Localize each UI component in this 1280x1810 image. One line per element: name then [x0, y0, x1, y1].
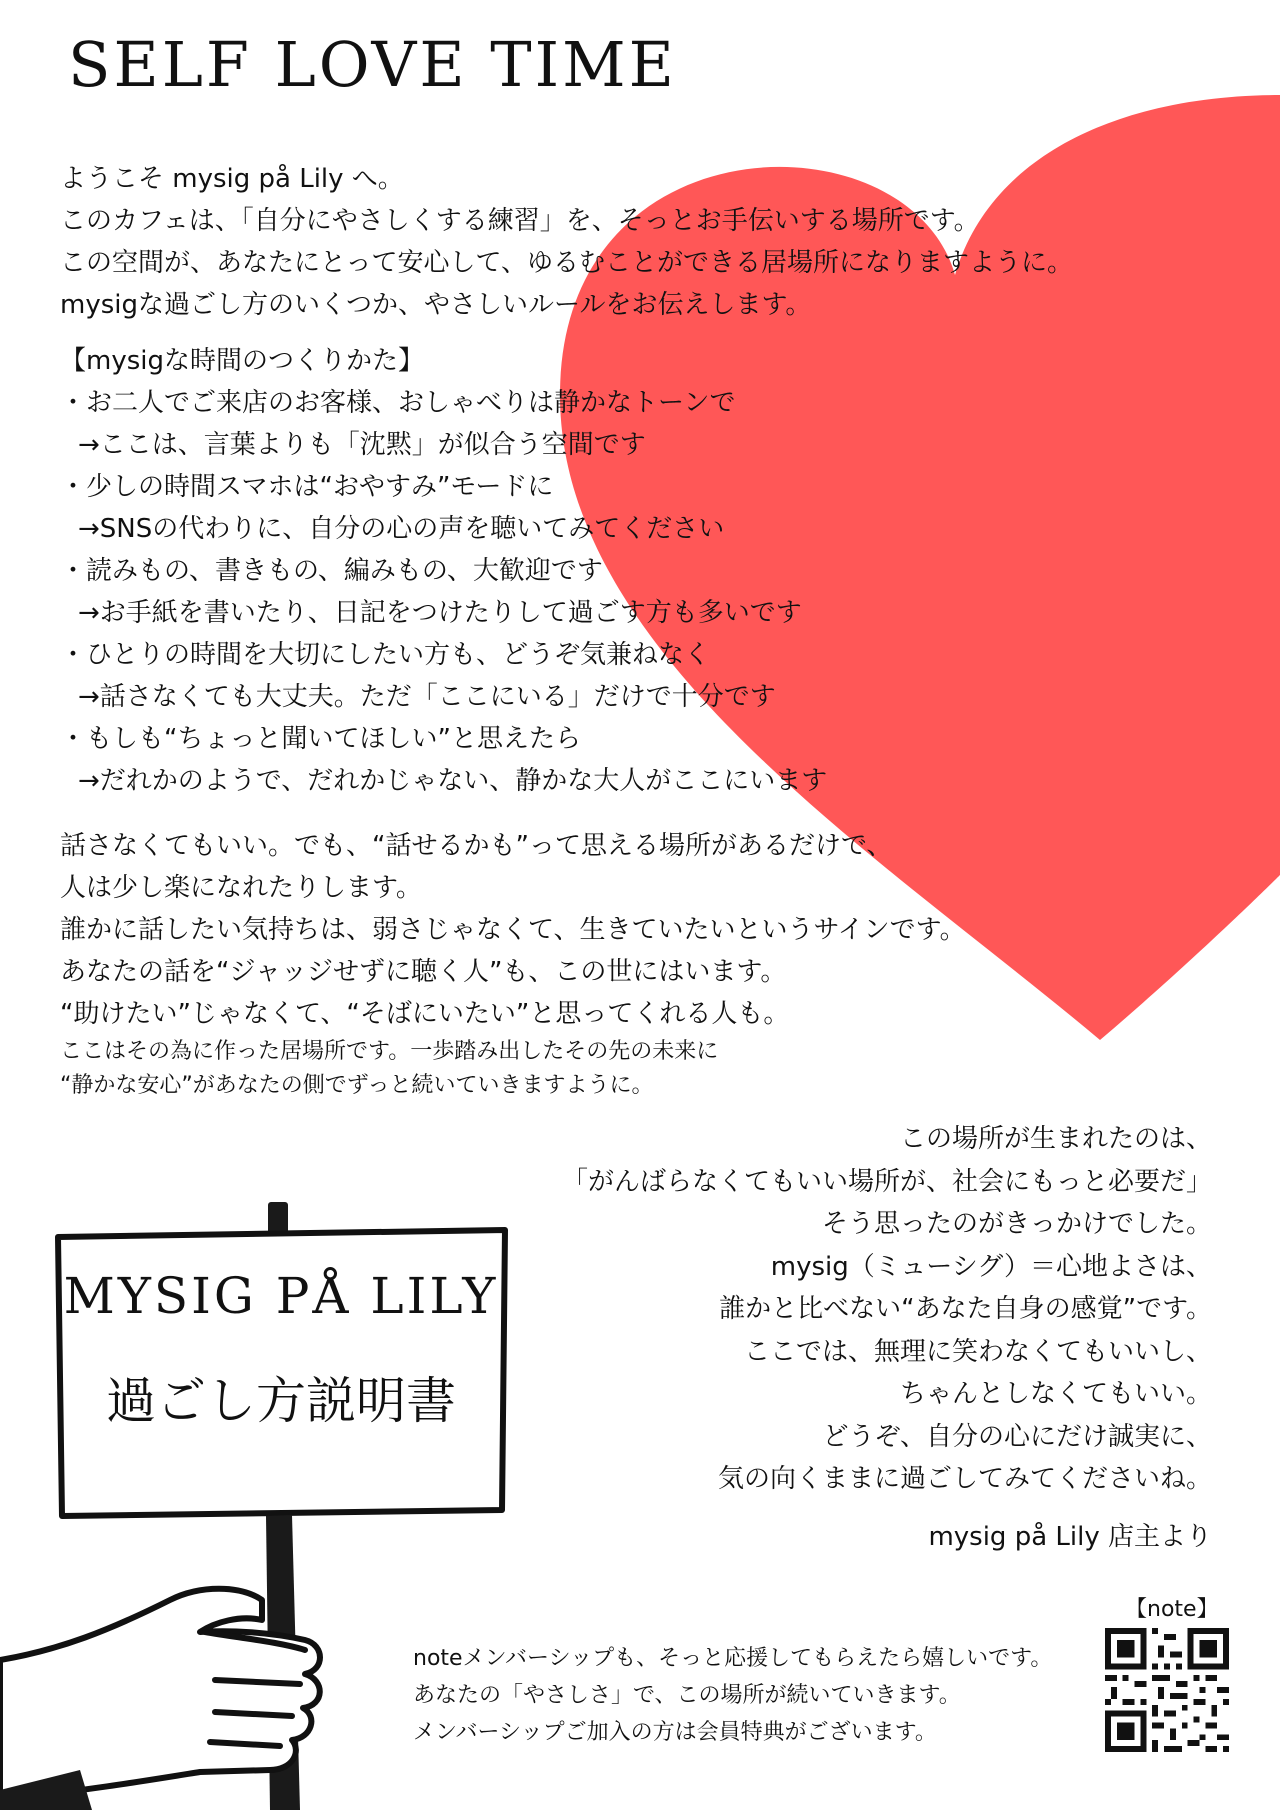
origin-line: ちゃんとしなくてもいい。	[899, 1379, 1212, 1409]
note-section	[413, 1640, 1052, 1751]
rule-item: ・ひとりの時間を大切にしたい方も、どうぞ気兼ねなく	[60, 640, 711, 670]
rule-item: ・少しの時間スマホは“おやすみ”モードに	[60, 472, 554, 502]
origin-line: そう思ったのがきっかけでした。	[821, 1209, 1212, 1239]
sign-subtitle: 過ごし方説明書	[106, 1372, 456, 1430]
origin-line: 「がんばらなくてもいい場所が、社会にもっと必要だ」	[561, 1166, 1212, 1197]
intro-line: ようこそ mysig på Lily へ。	[60, 164, 404, 194]
message-line: 話さなくてもいい。でも、“話せるかも”って思える場所があるだけで、	[60, 831, 893, 861]
origin-line: どうぞ、自分の心にだけ誠実に、	[822, 1421, 1212, 1452]
rule-item: ・読みもの、書きもの、編みもの、大歓迎です	[60, 556, 603, 586]
rules-heading: 【mysigな時間のつくりかた】	[60, 346, 424, 376]
origin-line: mysig（ミューシグ）＝心地よさは、	[770, 1251, 1212, 1282]
message-line: “助けたい”じゃなくて、“そばにいたい”と思ってくれる人も。	[60, 999, 790, 1029]
message-small-line: “静かな安心”があなたの側でずっと続いていきますように。	[60, 1073, 654, 1098]
message-small-line: ここはその為に作った居場所です。一歩踏み出したその先の未来に	[60, 1039, 719, 1064]
shop-owner-signature: mysig på Lily 店主より	[928, 1522, 1212, 1552]
rule-item-note: →SNSの代わりに、自分の心の声を聴いてみてください	[78, 514, 725, 544]
rule-item-note: →話さなくても大丈夫。ただ「ここにいる」だけで十分です	[78, 682, 776, 712]
message-section	[60, 825, 966, 1103]
qr-code[interactable]	[1105, 1628, 1229, 1752]
note-line: noteメンバーシップも、そっと応援してもらえたら嬉しいです。	[413, 1646, 1053, 1671]
note-line: あなたの「やさしさ」で、この場所が続いていきます。	[413, 1683, 961, 1708]
sign-text	[58, 1245, 504, 1433]
origin-line: ここでは、無理に笑わなくてもいいし、	[743, 1336, 1212, 1367]
rule-item: ・もしも“ちょっと聞いてほしい”と思えたら	[60, 724, 581, 754]
origin-section	[562, 1118, 1212, 1501]
message-line: あなたの話を“ジャッジせずに聴く人”も、この世にはいます。	[60, 957, 787, 987]
page-title: SELF LOVE TIME	[68, 28, 677, 101]
message-line: 人は少し楽になれたりします。	[60, 873, 422, 903]
rules-section	[60, 340, 827, 802]
message-line: 誰かに話したい気持ちは、弱さじゃなくて、生きていたいというサインです。	[60, 915, 966, 945]
rule-item: ・お二人でご来店のお客様、おしゃべりは静かなトーンで	[60, 388, 736, 418]
rule-item-note: →だれかのようで、だれかじゃない、静かな大人がここにいます	[78, 766, 828, 796]
intro-line: このカフェは、「自分にやさしくする練習」を、そっとお手伝いする場所です。	[60, 206, 980, 236]
origin-line: 誰かと比べない“あなた自身の感覚”です。	[719, 1294, 1212, 1324]
note-line: メンバーシップご加入の方は会員特典がございます。	[413, 1720, 937, 1745]
intro-section	[60, 158, 1073, 326]
intro-line: この空間が、あなたにとって安心して、ゆるむことができる居場所になりますように。	[60, 248, 1073, 278]
rule-item-note: →ここは、言葉よりも「沈黙」が似合う空間です	[78, 430, 646, 460]
qr-label: 【note】	[1125, 1597, 1219, 1622]
origin-line: この場所が生まれたのは、	[899, 1124, 1212, 1154]
sign-title: MYSIG PÅ LILY	[63, 1267, 499, 1325]
rule-item-note: →お手紙を書いたり、日記をつけたりして過ごす方も多いです	[78, 598, 802, 628]
origin-line: 気の向くままに過ごしてみてくださいね。	[717, 1464, 1212, 1494]
intro-line: mysigな過ごし方のいくつか、やさしいルールをお伝えします。	[60, 290, 812, 320]
